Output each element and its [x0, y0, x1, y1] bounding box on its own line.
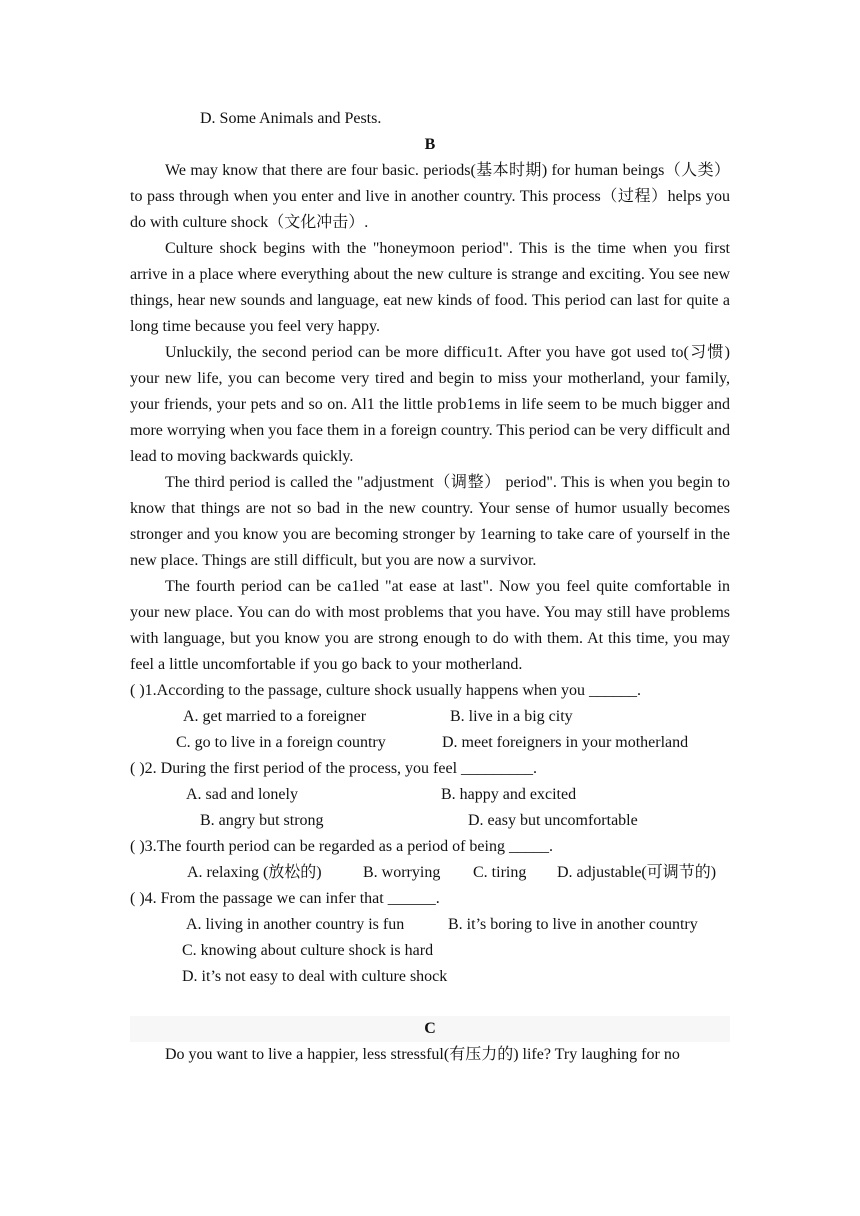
- question-4-option-a: A. living in another country is fun: [186, 916, 405, 933]
- question-2-options-row-2: [130, 808, 730, 834]
- question-2-option-b: B. happy and excited: [441, 786, 577, 803]
- question-3-stem: ( )3.The fourth period can be regarded as a period of being _____.: [130, 838, 553, 855]
- section-b-paragraph-5: The fourth period can be ca1led "at ease at last". Now you feel quite comfortable in your new place. You can do with most problems that you have. You may still have problems with language, but you know you are strong enough to do with them. At this time, you may feel a little uncomfortable if you go back to your motherland.: [130, 578, 730, 673]
- question-1-option-a: A. get married to a foreigner: [183, 708, 367, 725]
- question-2-option-a: A. sad and lonely: [186, 786, 298, 803]
- previous-question-option-d: D. Some Animals and Pests.: [200, 110, 382, 127]
- section-c-first-line: Do you want to live a happier, less stressful(有压力的) life? Try laughing for no: [165, 1046, 680, 1063]
- section-b-paragraph-2: Culture shock begins with the "honeymoon period". This is the time when you first arrive in a place where everything about the new culture is strange and exciting. You see new things, hear new sounds and language, eat new kinds of food. This period can last for quite a long time because you feel very happy.: [130, 240, 730, 335]
- question-1-option-b: B. live in a big city: [450, 708, 573, 725]
- section-b-paragraph-4: The third period is called the "adjustment（调整） period". This is when you begin to know that things are not so bad in the new country. Your sense of humor usually becomes stronger and you know you are becoming stronger by 1earning to take care of yourself in the new place. Things are still difficult, but you are now a survivor.: [130, 474, 730, 569]
- question-3-option-a: A. relaxing (放松的): [187, 864, 322, 881]
- question-1-stem: ( )1.According to the passage, culture shock usually happens when you ______.: [130, 682, 641, 699]
- question-4-option-b: B. it’s boring to live in another country: [448, 916, 698, 933]
- question-3-option-d: D. adjustable(可调节的): [557, 864, 717, 881]
- question-4-stem: ( )4. From the passage we can infer that ______.: [130, 890, 440, 907]
- question-4-option-d: D. it’s not easy to deal with culture shock: [182, 968, 448, 985]
- question-3-options-row: [130, 860, 730, 886]
- question-1-option-d: D. meet foreigners in your motherland: [442, 734, 689, 751]
- question-3-option-c: C. tiring: [473, 864, 527, 881]
- question-2-options-row-1: [130, 782, 730, 808]
- question-1-options-row-1: [130, 704, 730, 730]
- section-b-paragraph-3: Unluckily, the second period can be more difficu1t. After you have got used to(习惯) your new life, you can become very tired and begin to miss your motherland, your family, your friends, your pets and so on. Al1 the little prob1ems in life seem to be much bigger and more worrying when you face them in a foreign country. This period can be very difficult and lead to moving backwards quickly.: [130, 344, 730, 465]
- section-b-heading: B: [424, 136, 436, 153]
- section-spacer: [130, 990, 730, 1016]
- question-1-options-row-2: [130, 730, 730, 756]
- question-2-stem: ( )2. During the first period of the process, you feel _________.: [130, 760, 538, 777]
- document-content: [130, 106, 730, 1068]
- question-3-option-b: B. worrying: [363, 864, 441, 881]
- question-1-option-c: C. go to live in a foreign country: [176, 734, 386, 751]
- section-b-paragraph-1: We may know that there are four basic. periods(基本时期) for human beings（人类）to pass through when you enter and live in another country. This process（过程）helps you do with culture shock（文化冲击）.: [130, 162, 730, 231]
- question-2-option-d: D. easy but uncomfortable: [468, 812, 638, 829]
- question-4-options-row-1: [130, 912, 730, 938]
- question-4-option-c: C. knowing about culture shock is hard: [182, 942, 434, 959]
- question-2-option-c: B. angry but strong: [200, 812, 324, 829]
- section-c-heading: C: [130, 1016, 730, 1042]
